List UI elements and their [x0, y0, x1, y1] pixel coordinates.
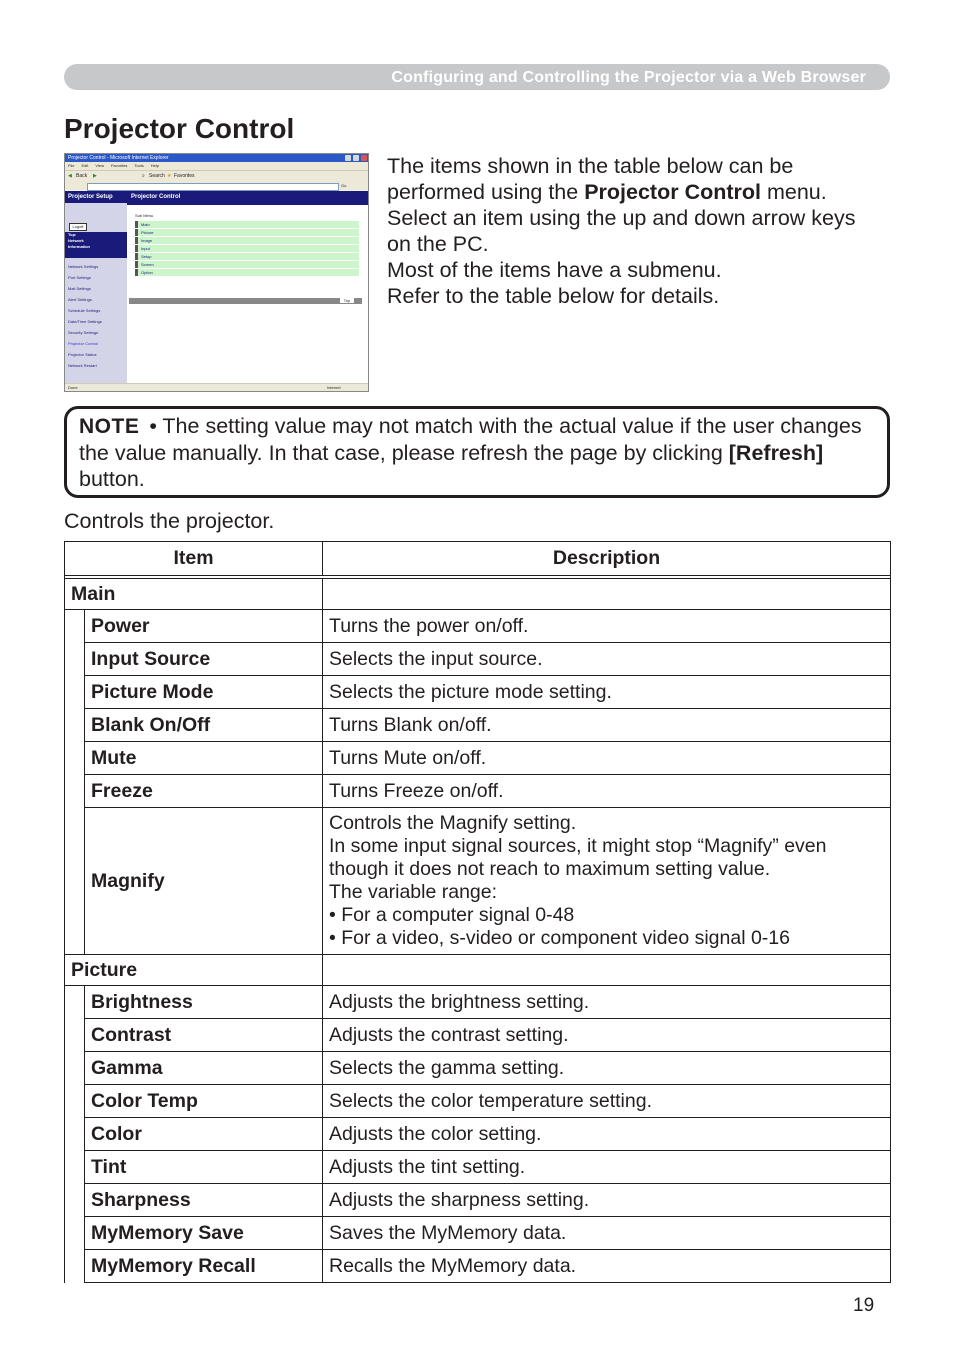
table-row: [65, 1217, 891, 1250]
menu-help: Help: [150, 163, 159, 168]
projector-setup-logo: Projector Setup: [65, 191, 130, 203]
internet-zone-text: Internet: [327, 385, 341, 390]
favorites-label: Favorites: [174, 173, 195, 179]
desc-line: • For a computer signal 0-48: [329, 904, 575, 926]
forward-icon: ▶: [93, 173, 97, 179]
address-bar: [65, 182, 368, 190]
submenu-text: Image: [141, 238, 153, 243]
submenu-text: Screen: [141, 262, 154, 267]
menu-file: File: [68, 163, 75, 168]
status-text: Done: [68, 385, 78, 390]
desc-line: Controls the Magnify setting.: [329, 812, 577, 834]
window-titlebar: [65, 154, 368, 162]
close-icon: [361, 155, 367, 161]
intro-post: menu.: [761, 180, 827, 204]
page-title: Projector Control: [64, 113, 295, 144]
top-block-line: Information: [68, 244, 90, 249]
minimize-icon: [345, 155, 351, 161]
desc-cell: Turns the power on/off.: [323, 610, 891, 643]
item-cell: Brightness: [85, 986, 323, 1019]
side-item: Schedule Settings: [68, 308, 101, 313]
logoff-button: Logoff: [69, 223, 87, 231]
side-item: Projector Status: [68, 352, 97, 357]
desc-line: • For a video, s-video or component video signal 0-16: [329, 927, 790, 949]
note-badge: NOTE: [79, 415, 140, 438]
intro-text: [387, 153, 897, 309]
controls-text: Controls the projector.: [64, 509, 275, 533]
note-box: [64, 406, 890, 498]
desc-cell: Selects the picture mode setting.: [323, 676, 891, 709]
table-row: [65, 986, 891, 1019]
side-item-active: Projector Control: [68, 341, 99, 346]
submenu-row: [135, 261, 359, 268]
desc-cell: Adjusts the sharpness setting.: [323, 1184, 891, 1217]
header-item: Item: [65, 542, 323, 576]
desc-cell: Adjusts the tint setting.: [323, 1151, 891, 1184]
intro-line: on the PC.: [387, 232, 489, 256]
item-cell: Power: [85, 610, 323, 643]
table-row: [65, 808, 891, 955]
screenshot-main: [127, 191, 368, 383]
table-row: [65, 1118, 891, 1151]
note-pre: • The setting value may not match with the actual value if the user changes the value manually. In that case, please refresh the page by clicking: [79, 414, 862, 465]
table-row: [65, 1085, 891, 1118]
note-bold: [Refresh]: [728, 441, 824, 465]
header-description: Description: [323, 542, 891, 576]
desc-line: In some input signal sources, it might stop “Magnify” even: [329, 835, 827, 857]
submenu-text: Picture: [141, 230, 154, 235]
group-row: [65, 579, 891, 610]
side-item: Network Settings: [68, 264, 99, 269]
address-field: [87, 183, 339, 191]
table-row: [65, 742, 891, 775]
table-row: [65, 676, 891, 709]
intro-line: The items shown in the table below can be: [387, 154, 794, 178]
side-item: Security Settings: [68, 330, 99, 335]
side-item: Network Restart: [68, 363, 97, 368]
group-picture: Picture: [65, 955, 323, 986]
item-cell: Sharpness: [85, 1184, 323, 1217]
menu-view: View: [95, 163, 104, 168]
side-item: Alert Settings: [68, 297, 92, 302]
item-cell: Freeze: [85, 775, 323, 808]
group-desc-empty: [323, 955, 891, 986]
item-cell: Blank On/Off: [85, 709, 323, 742]
submenu-row: [135, 253, 359, 260]
submenu-text: Setup: [141, 254, 152, 259]
intro-pre: performed using the: [387, 180, 585, 204]
side-item: Mail Settings: [68, 286, 91, 291]
desc-cell: Selects the input source.: [323, 643, 891, 676]
section-header-text: Configuring and Controlling the Projector via a Web Browser: [391, 69, 866, 86]
top-bar: [129, 298, 362, 304]
desc-cell: Selects the gamma setting.: [323, 1052, 891, 1085]
intro-line: Select an item using the up and down arrow keys: [387, 206, 856, 230]
back-icon: ◀: [68, 173, 72, 179]
table-row: [65, 1151, 891, 1184]
item-cell: Input Source: [85, 643, 323, 676]
status-bar: [65, 383, 368, 392]
note-text: [79, 413, 879, 492]
browser-toolbar: [65, 170, 368, 182]
note-post: button.: [79, 467, 145, 491]
desc-cell: Adjusts the contrast setting.: [323, 1019, 891, 1052]
intro-line: [387, 179, 897, 205]
section-header-bar: [64, 64, 890, 90]
indent-cell: [65, 986, 85, 1283]
desc-cell: Turns Freeze on/off.: [323, 775, 891, 808]
table-row: [65, 1184, 891, 1217]
table-row: [65, 775, 891, 808]
table-row: [65, 1019, 891, 1052]
item-cell: Color Temp: [85, 1085, 323, 1118]
intro-bold: Projector Control: [584, 180, 761, 204]
header-row: [65, 542, 891, 576]
desc-line: though it does not reach to maximum setting value.: [329, 858, 771, 880]
item-cell: MyMemory Save: [85, 1217, 323, 1250]
submenu-row: [135, 245, 359, 252]
group-desc-empty: [323, 579, 891, 610]
table-row: [65, 610, 891, 643]
table-row: [65, 1052, 891, 1085]
submenu-row: [135, 221, 359, 228]
top-button: Top: [340, 298, 354, 303]
search-icon: ⌕: [142, 173, 145, 179]
side-item: Date/Time Settings: [68, 319, 102, 324]
maximize-icon: [353, 155, 359, 161]
table-row: [65, 643, 891, 676]
desc-cell: Saves the MyMemory data.: [323, 1217, 891, 1250]
control-table: [64, 541, 891, 1283]
submenu-text: Main: [141, 222, 150, 227]
menu-edit: Edit: [81, 163, 89, 168]
screenshot-main-title: Projector Control: [127, 191, 368, 205]
screenshot-sidebar: [65, 191, 127, 383]
window-title: Projector Control - Microsoft Internet Explorer: [68, 155, 169, 161]
side-item: Port Settings: [68, 275, 91, 280]
intro-line: Most of the items have a submenu.: [387, 258, 722, 282]
desc-line: The variable range:: [329, 881, 498, 903]
submenu-row: [135, 229, 359, 236]
desc-cell: Recalls the MyMemory data.: [323, 1250, 891, 1283]
item-cell: Magnify: [85, 808, 323, 955]
submenu-label: Sub Menu: [135, 213, 154, 218]
submenu-text: Option: [141, 270, 153, 275]
intro-line: Refer to the table below for details.: [387, 284, 720, 308]
desc-cell: Adjusts the brightness setting.: [323, 986, 891, 1019]
search-label: Search: [149, 173, 165, 179]
table-row: [65, 709, 891, 742]
menu-favorites: Favorites: [110, 163, 128, 168]
page-number: 19: [853, 1295, 875, 1316]
top-block-line: Network: [68, 238, 84, 243]
menu-tools: Tools: [134, 163, 144, 168]
item-cell: Color: [85, 1118, 323, 1151]
item-cell: Mute: [85, 742, 323, 775]
desc-cell: Selects the color temperature setting.: [323, 1085, 891, 1118]
item-cell: Picture Mode: [85, 676, 323, 709]
favorites-icon: ★: [167, 173, 172, 179]
desc-cell: Turns Blank on/off.: [323, 709, 891, 742]
table-row: [65, 1250, 891, 1283]
desc-cell: Turns Mute on/off.: [323, 742, 891, 775]
browser-screenshot: [64, 153, 369, 392]
item-cell: Tint: [85, 1151, 323, 1184]
submenu-row: [135, 269, 359, 276]
item-cell: Gamma: [85, 1052, 323, 1085]
submenu-text: Input: [141, 246, 150, 251]
group-row: [65, 955, 891, 986]
item-cell: MyMemory Recall: [85, 1250, 323, 1283]
group-main: Main: [65, 579, 323, 610]
indent-cell: [65, 610, 85, 955]
submenu-row: [135, 237, 359, 244]
back-label: Back: [76, 173, 88, 179]
go-button: Go: [341, 183, 347, 188]
desc-cell: Adjusts the color setting.: [323, 1118, 891, 1151]
desc-cell-magnify: [323, 808, 891, 955]
menu-bar: [65, 162, 368, 170]
top-block-line: Top:: [68, 232, 77, 237]
top-network-information: [65, 232, 130, 258]
item-cell: Contrast: [85, 1019, 323, 1052]
